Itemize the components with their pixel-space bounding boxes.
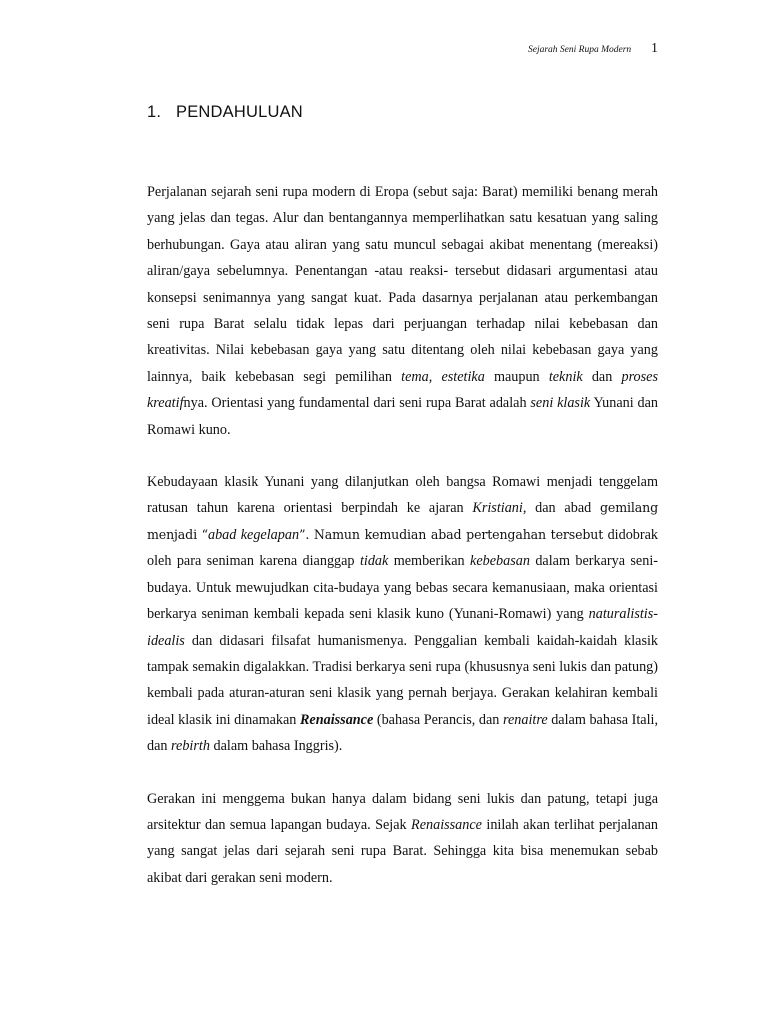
text-run: Gerakan ini menggema bukan hanya dalam bidang seni lukis dan patung, tetapi juga arsitektur dan semua lapangan budaya. Sejak <box>147 790 658 833</box>
text-run: didobrak oleh para seniman karena dianggap <box>147 526 659 570</box>
body-text <box>147 179 658 891</box>
text-run: Kebudayaan klasik Yunani yang dilanjutkan oleh bangsa Romawi menjadi tenggelam ratusan tahun karena orientasi berpindah ke ajaran <box>147 474 658 517</box>
text-run: , dan abad <box>522 500 600 517</box>
text-run: maupun <box>484 368 549 385</box>
text-run: dan didasari filsafat humanismenya. Penggalian kembali kaidah-kaidah klasik tampak semakin digalakkan. Tradisi berkarya seni rupa (khususnya seni lukis dan patung) kembali pada aturan-aturan seni klasik yang pernah berjaya. Gerakan kelahiran kembali ideal klasik ini dinamakan <box>147 632 658 728</box>
text-run: renaitre <box>502 711 548 728</box>
text-run: (bahasa Perancis, dan <box>373 711 503 728</box>
text-run: inilah akan terlihat perjalanan yang sangat jelas dari sejarah seni rupa Barat. Sehingga kita bisa menemukan sebab akibat dari gerakan seni modern. <box>147 816 658 886</box>
text-run: dalam bahasa Inggris). <box>209 738 343 755</box>
text-run: kebebasan <box>470 553 530 570</box>
text-run: Renaissance <box>299 711 374 728</box>
text-run: Kristiani <box>472 500 523 517</box>
text-run: dalam bahasa Itali, dan <box>147 711 659 755</box>
running-header <box>528 41 658 57</box>
text-run: , <box>428 368 442 385</box>
text-run: nya. Orientasi yang fundamental dari seni rupa Barat adalah <box>183 395 531 412</box>
text-run: estetika <box>441 368 485 385</box>
text-run-wrapper <box>208 527 299 542</box>
text-run: dalam berkarya seni-budaya. Untuk mewujudkan cita-budaya yang bebas secara kemanusiaan, maka orientasi berkarya seniman kembali kepada seni klasik kuno (Yunani-Romawi) yang <box>147 553 658 623</box>
text-run: Perjalanan sejarah seni rupa modern di Eropa (sebut saja: Barat) memiliki benang merah yang jelas dan tegas. Alur dan bentangannya memperlihatkan satu kesatuan yang saling berhubungan. Gaya atau aliran yang satu muncul sebagai akibat menentang (mereaksi) aliran/gaya sebelumnya. Penentangan -atau reaksi- tersebut didasari argumentasi atau konsepsi senimannya yang sangat kuat. Pada dasarnya perjalanan atau perkembangan seni rupa Barat selalu tidak lepas dari perjuangan terhadap nilai kebebasan dan kreativitas. Nilai kebebasan gaya yang satu ditentang oleh nilai kebebasan gaya yang lainnya, baik kebebasan segi pemilihan <box>147 184 658 385</box>
text-run: ”. Namun kemudian abad pertengahan tersebut <box>299 526 604 542</box>
paragraph-1 <box>147 179 658 443</box>
text-run: Renaissance <box>411 816 482 833</box>
text-run: naturalistis-idealis <box>147 606 658 649</box>
text-run: seni klasik <box>530 395 591 412</box>
page-number: 1 <box>651 41 658 56</box>
text-run: tidak <box>359 553 389 570</box>
section-number: 1. <box>147 103 162 121</box>
section-title: PENDAHULUAN <box>176 103 303 121</box>
text-run: memberikan <box>388 553 471 570</box>
text-run: gemilang menjadi “ <box>147 500 658 542</box>
running-title: Sejarah Seni Rupa Modern <box>528 45 632 55</box>
text-run: rebirth <box>171 738 210 755</box>
text-run: dan <box>582 368 622 385</box>
paragraph-3 <box>147 786 658 892</box>
text-run: Yunani dan Romawi kuno. <box>147 395 659 438</box>
section-heading <box>147 103 303 122</box>
text-run: tema <box>401 368 429 385</box>
text-run: abad kegelapan <box>207 526 300 543</box>
paragraph-2 <box>147 469 658 759</box>
text-run: teknik <box>548 368 583 385</box>
text-run: proses kreatif <box>147 368 658 412</box>
